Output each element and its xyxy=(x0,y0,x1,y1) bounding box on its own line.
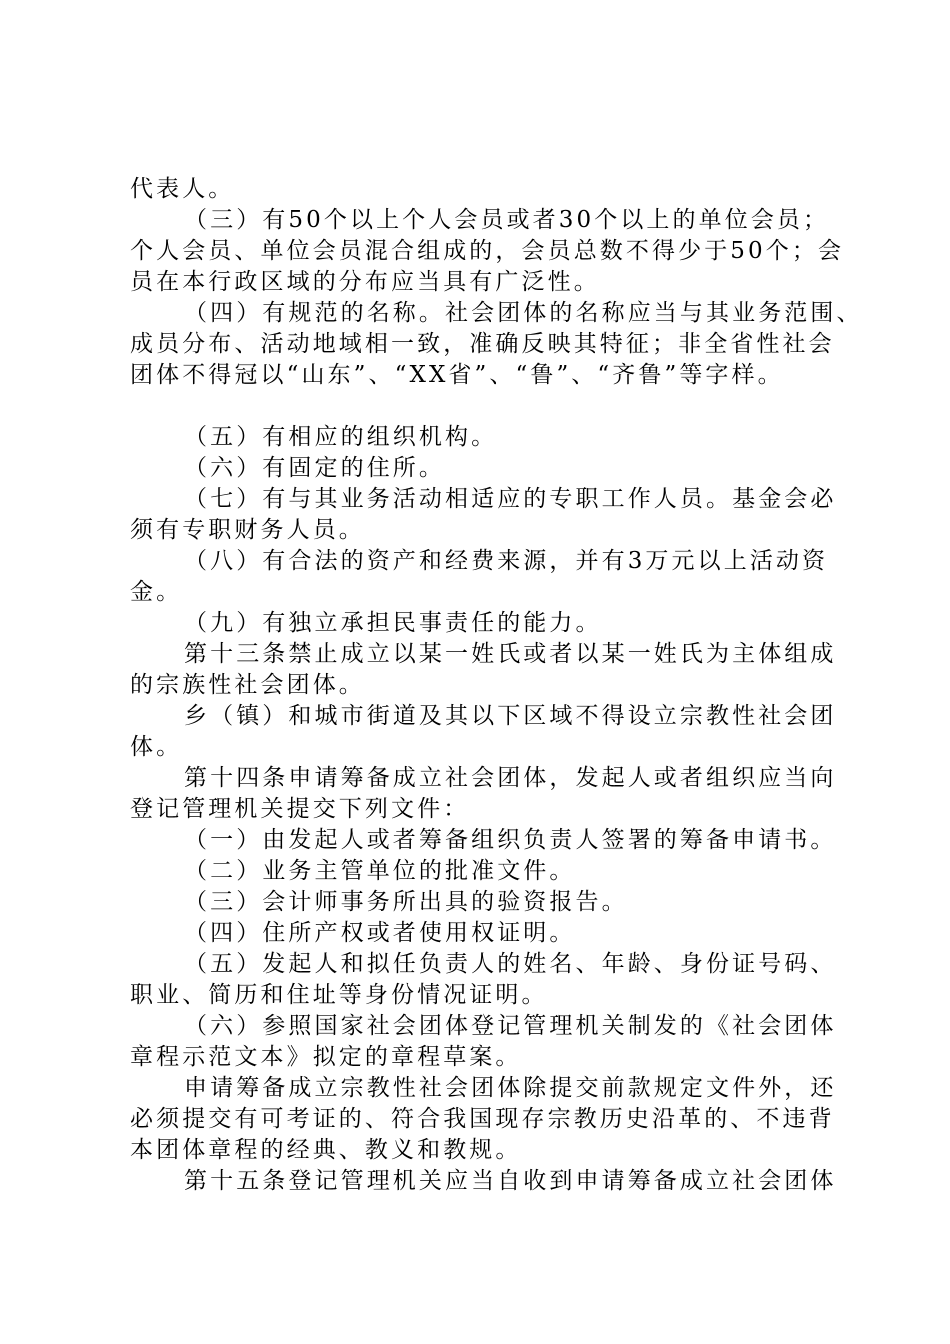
text-line: 乡（镇）和城市街道及其以下区域不得设立宗教性社会团 xyxy=(184,703,837,729)
text-line: 登记管理机关提交下列文件： xyxy=(130,796,470,822)
text-line: （一）由发起人或者筹备组织负责人签署的筹备申请书。 xyxy=(184,827,837,853)
text-line: （三）会计师事务所出具的验资报告。 xyxy=(184,889,628,915)
text-line: 申请筹备成立宗教性社会团体除提交前款规定文件外，还 xyxy=(184,1075,837,1101)
text-line: 第十三条禁止成立以某一姓氏或者以某一姓氏为主体组成 xyxy=(184,641,837,667)
text-line: （五）有相应的组织机构。 xyxy=(184,424,498,450)
text-line: （六）参照国家社会团体登记管理机关制发的《社会团体 xyxy=(184,1013,837,1039)
text-line: 第十五条登记管理机关应当自收到申请筹备成立社会团体 xyxy=(184,1168,837,1194)
text-line: 金。 xyxy=(130,579,183,605)
text-line: （三）有50个以上个人会员或者30个以上的单位会员； xyxy=(184,207,830,233)
text-line: 代表人。 xyxy=(130,176,235,202)
text-line: 的宗族性社会团体。 xyxy=(130,672,365,698)
text-line: 职业、简历和住址等身份情况证明。 xyxy=(130,982,548,1008)
text-line: （八）有合法的资产和经费来源，并有3万元以上活动资 xyxy=(184,548,829,574)
text-line: 员在本行政区域的分布应当具有广泛性。 xyxy=(130,269,600,295)
text-line: 必须提交有可考证的、符合我国现存宗教历史沿革的、不违背 xyxy=(130,1106,835,1132)
text-line: 个人会员、单位会员混合组成的，会员总数不得少于50个；会 xyxy=(130,238,845,264)
text-line: （七）有与其业务活动相适应的专职工作人员。基金会必 xyxy=(184,486,837,512)
text-line: （五）发起人和拟任负责人的姓名、年龄、身份证号码、 xyxy=(184,951,837,977)
text-line: （九）有独立承担民事责任的能力。 xyxy=(184,610,602,636)
text-line: 本团体章程的经典、教义和教规。 xyxy=(130,1137,522,1163)
text-line: 第十四条申请筹备成立社会团体，发起人或者组织应当向 xyxy=(184,765,837,791)
text-line: 成员分布、活动地域相一致，准确反映其特征；非全省性社会 xyxy=(130,331,835,357)
text-line: 团体不得冠以“山东”、“XX省”、“鲁”、“齐鲁”等字样。 xyxy=(130,362,784,388)
text-line: （四）住所产权或者使用权证明。 xyxy=(184,920,576,946)
text-line: （四）有规范的名称。社会团体的名称应当与其业务范围、 xyxy=(184,300,863,326)
text-line: （二）业务主管单位的批准文件。 xyxy=(184,858,576,884)
text-line: （六）有固定的住所。 xyxy=(184,455,445,481)
text-line: 须有专职财务人员。 xyxy=(130,517,365,543)
text-line: 章程示范文本》拟定的章程草案。 xyxy=(130,1044,522,1070)
text-line: 体。 xyxy=(130,734,183,760)
